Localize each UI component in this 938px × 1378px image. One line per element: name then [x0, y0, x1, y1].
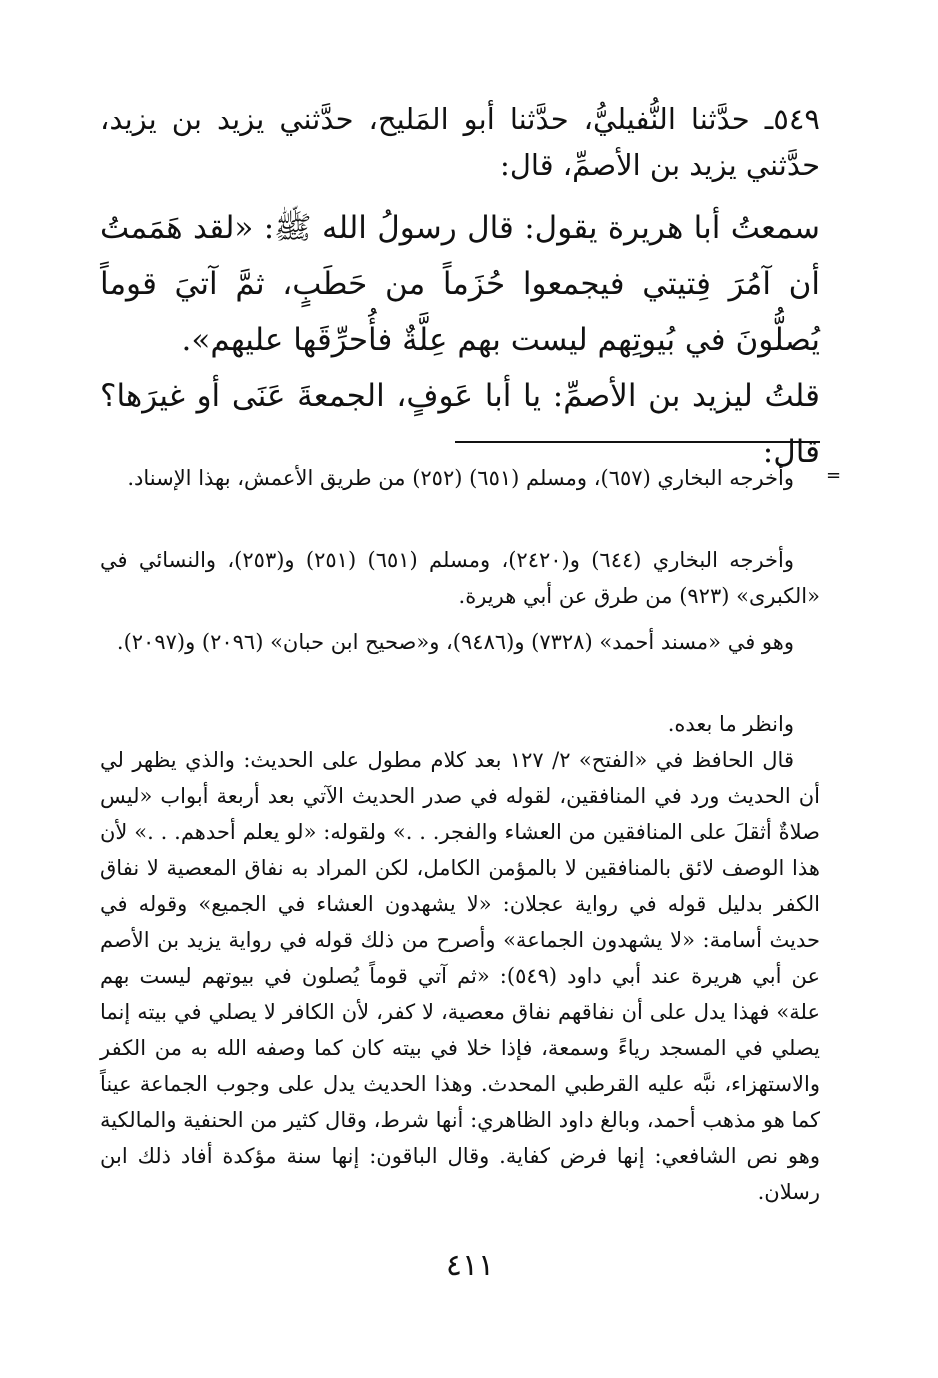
hadith-question: قلتُ ليزيد بن الأصمِّ: يا أبا عَوفٍ، الجمعةَ عَنَى أو غيرَها؟ قال:	[100, 378, 820, 470]
footnote-commentary: قال الحافظ في «الفتح» ٢/ ١٢٧ بعد كلام مطول على الحديث: والذي يظهر لي أن الحديث ورد في المنافقين، لقوله في صدر الحديث الآتي بعد أربعة أبواب «ليس صلاةٌ أثقلَ على المنافقين من العشاء والفجر. . .» ولقوله: «لو يعلم أحدهم. . .» لأن هذا الوصف لائق بالمنافقين لا بالمؤمن الكامل، لكن المراد به نفاق المعصية لا نفاق الكفر بدليل قوله في رواية عجلان: «لا يشهدون العشاء في الجميع» وقوله في حديث أسامة: «لا يشهدون الجماعة» وأصرح من ذلك قوله في رواية يزيد بن الأصم عن أبي هريرة عند أبي داود (٥٤٩): «ثم آتي قوماً يُصلون في بيوتهم ليست بهم علة» فهذا يدل على أن نفاقهم نفاق معصية، لا كفر، لأن الكافر لا يصلي في بيته إنما يصلي في المسجد رياءً وسمعة، فإذا خلا في بيته كان كما وصفه الله به من الكفر والاستهزاء، نبَّه عليه القرطبي المحدث. وهذا الحديث يدل على وجوب الجماعة عيناً كما هو مذهب أحمد، وبالغ داود الظاهري: أنها شرط، وقال كثير من الحنفية والمالكية وهو نص الشافعي: إنها فرض كفاية. وقال الباقون: إنها سنة مؤكدة أفاد ذلك ابن رسلان.	[100, 748, 820, 1204]
page-number: ٤١١	[445, 1248, 495, 1283]
footnote-takhrij-1: وأخرجه البخاري (٦٥٧)، ومسلم (٦٥١) (٢٥٢) من طريق الأعمش، بهذا الإسناد.	[127, 466, 794, 490]
footnote-continuation-mark: =	[826, 465, 842, 486]
footnote-separator	[455, 441, 820, 443]
footnote-takhrij-3: وهو في «مسند أحمد» (٧٣٢٨) و(٩٤٨٦)، و«صحيح ابن حبان» (٢٠٩٦) و(٢٠٩٧).	[116, 630, 794, 654]
footnote-takhrij-2: وأخرجه البخاري (٦٤٤) و(٢٤٢٠)، ومسلم (٦٥١) (٢٥١) و(٢٥٣)، والنسائي في «الكبرى» (٩٢٣) من طرق عن أبي هريرة.	[100, 548, 820, 608]
hadith-matn: سمعتُ أبا هريرة يقول: قال رسولُ الله ﷺ: «لقد هَمَمتُ أن آمُرَ فِتيتي فيجمعوا حُزَماً من حَطَبٍ، ثمَّ آتيَ قوماً يُصلُّونَ في بُيوتِهم ليست بهم عِلَّةٌ فأُحرِّقَها عليهم».	[100, 210, 820, 358]
hadith-isnad: ٥٤٩ـ حدَّثنا النُّفيليُّ، حدَّثنا أبو المَليح، حدَّثني يزيد بن يزيد، حدَّثني يزيد بن الأصمِّ، قال:	[100, 102, 820, 182]
footnote-see-after: وانظر ما بعده.	[667, 712, 794, 736]
